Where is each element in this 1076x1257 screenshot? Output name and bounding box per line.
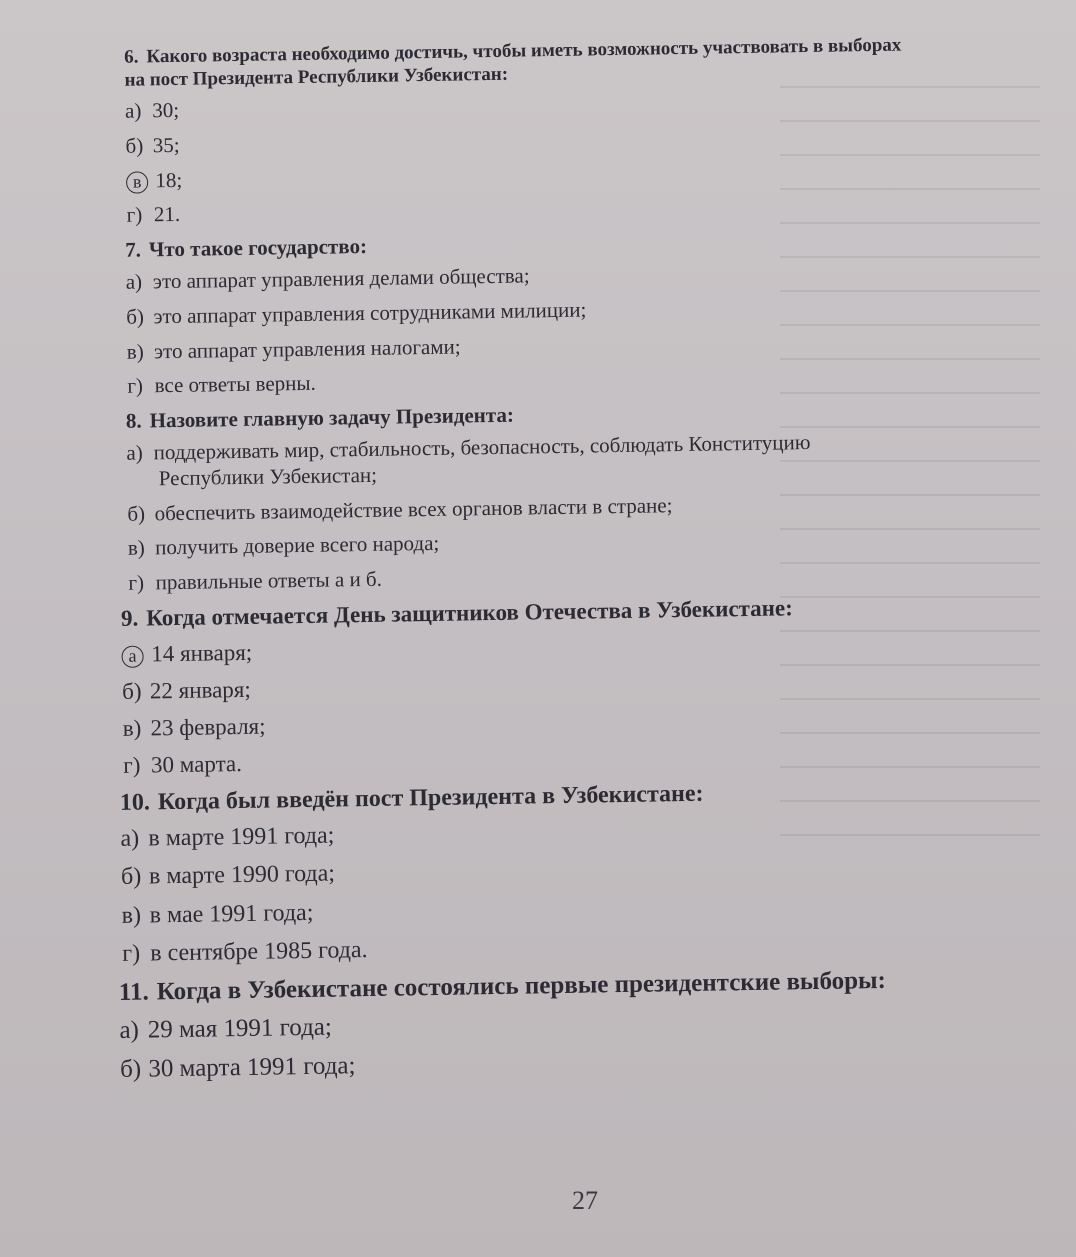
- option-text: правильные ответы а и б.: [155, 566, 383, 595]
- question-7: [125, 224, 1001, 263]
- option-text: все ответы верны.: [154, 370, 316, 398]
- option-text: получить доверие всего народа;: [154, 531, 440, 560]
- option-letter: б): [119, 1055, 142, 1083]
- option-text-continuation: Республики Узбекистан;: [158, 462, 378, 491]
- option-9v: [123, 701, 1009, 743]
- option-9b: [122, 664, 1008, 706]
- option-7v: [127, 326, 1003, 365]
- option-9g: [123, 738, 1009, 780]
- option-11a: [119, 1001, 1013, 1046]
- option-11b: [120, 1041, 1014, 1086]
- question-9: [121, 591, 1007, 633]
- option-8v: [128, 522, 1006, 561]
- option-6v: [126, 155, 1000, 194]
- question-number: 9.: [120, 606, 139, 632]
- question-number: 6.: [124, 46, 139, 68]
- question-text: Когда в Узбекистане состоялись первые президентские выборы:: [156, 966, 887, 1006]
- circled-answer-mark: в: [126, 171, 148, 193]
- option-text: 22 января;: [149, 676, 251, 703]
- option-text: 30 марта 1991 года;: [148, 1052, 356, 1083]
- question-text: Когда был введён пост Президента в Узбекистане:: [157, 780, 704, 816]
- option-text: 30;: [152, 98, 180, 123]
- option-letter: а): [119, 1016, 140, 1044]
- option-letter: б): [126, 304, 145, 329]
- option-text: это аппарат управления сотрудниками милиции;: [153, 297, 587, 329]
- option-text: обеспечить взаимодействие всех органов власти в стране;: [154, 492, 673, 525]
- option-8a: [126, 427, 1005, 492]
- option-text: поддерживать мир, стабильность, безопасность, соблюдать Конституцию: [153, 430, 811, 465]
- question-text: Назовите главную задачу Президента:: [149, 402, 515, 433]
- option-letter: б): [120, 863, 142, 891]
- question-number: 7.: [125, 237, 142, 262]
- option-text: в марте 1991 года;: [148, 822, 335, 852]
- option-text: 30 марта.: [150, 750, 243, 778]
- option-letter: г): [127, 373, 144, 398]
- question-number: 11.: [118, 978, 149, 1006]
- option-8g: [128, 557, 1006, 596]
- option-letter: в): [121, 902, 142, 929]
- option-text: 21.: [153, 202, 181, 227]
- question-text: Когда отмечается День защитников Отечества в Узбекистане:: [146, 595, 793, 631]
- option-letter: а): [120, 825, 140, 852]
- option-text: 35;: [152, 132, 180, 158]
- option-letter: а): [124, 98, 142, 124]
- option-text: 18;: [155, 167, 183, 192]
- option-letter: г): [128, 570, 145, 595]
- option-text: 23 февраля;: [150, 713, 266, 741]
- option-letter: в): [127, 535, 145, 561]
- option-text: в сентябре 1985 года.: [150, 936, 368, 967]
- option-letter: г): [123, 752, 141, 778]
- circled-answer-mark: а: [121, 645, 143, 667]
- option-10b: [121, 849, 1011, 892]
- option-text: в мае 1991 года;: [149, 899, 314, 928]
- option-7b: [126, 291, 1002, 330]
- option-10g: [122, 926, 1012, 969]
- option-letter: г): [122, 940, 141, 967]
- option-letter: в): [122, 715, 142, 741]
- option-6g: [126, 189, 1000, 228]
- question-text: Что такое государство:: [148, 233, 368, 262]
- option-6b: [125, 120, 999, 159]
- question-text: Какого возраста необходимо достичь, чтобы иметь возможность участвовать в выборах на пост Президента Республики Узбекистан:: [124, 34, 902, 91]
- option-letter: а): [126, 440, 143, 466]
- option-7a: [126, 256, 1002, 295]
- option-letter: г): [126, 202, 143, 227]
- page-number: 27: [572, 1186, 598, 1215]
- option-10a: [120, 811, 1010, 854]
- question-11: [119, 964, 1013, 1009]
- option-text: это аппарат управления делами общества;: [152, 263, 530, 294]
- option-letter: в): [126, 339, 144, 364]
- option-8b: [127, 488, 1005, 527]
- question-number: 8.: [125, 408, 142, 433]
- option-text: 14 января;: [151, 639, 253, 666]
- option-letter: б): [127, 501, 146, 526]
- option-letter: б): [121, 678, 142, 704]
- option-6a: [125, 85, 999, 124]
- option-text: в марте 1990 года;: [148, 860, 336, 890]
- question-number: 10.: [119, 789, 151, 816]
- question-10: [120, 775, 1010, 818]
- option-text: 29 мая 1991 года;: [147, 1013, 333, 1044]
- option-letter: а): [125, 269, 143, 295]
- question-8: [126, 395, 1004, 434]
- option-7g: [127, 360, 1003, 399]
- option-10v: [121, 887, 1011, 930]
- option-9a: [121, 626, 1007, 668]
- question-6: [124, 33, 925, 92]
- question-list: [108, 32, 1014, 1094]
- option-letter: б): [125, 133, 144, 158]
- option-text: это аппарат управления налогами;: [153, 334, 461, 363]
